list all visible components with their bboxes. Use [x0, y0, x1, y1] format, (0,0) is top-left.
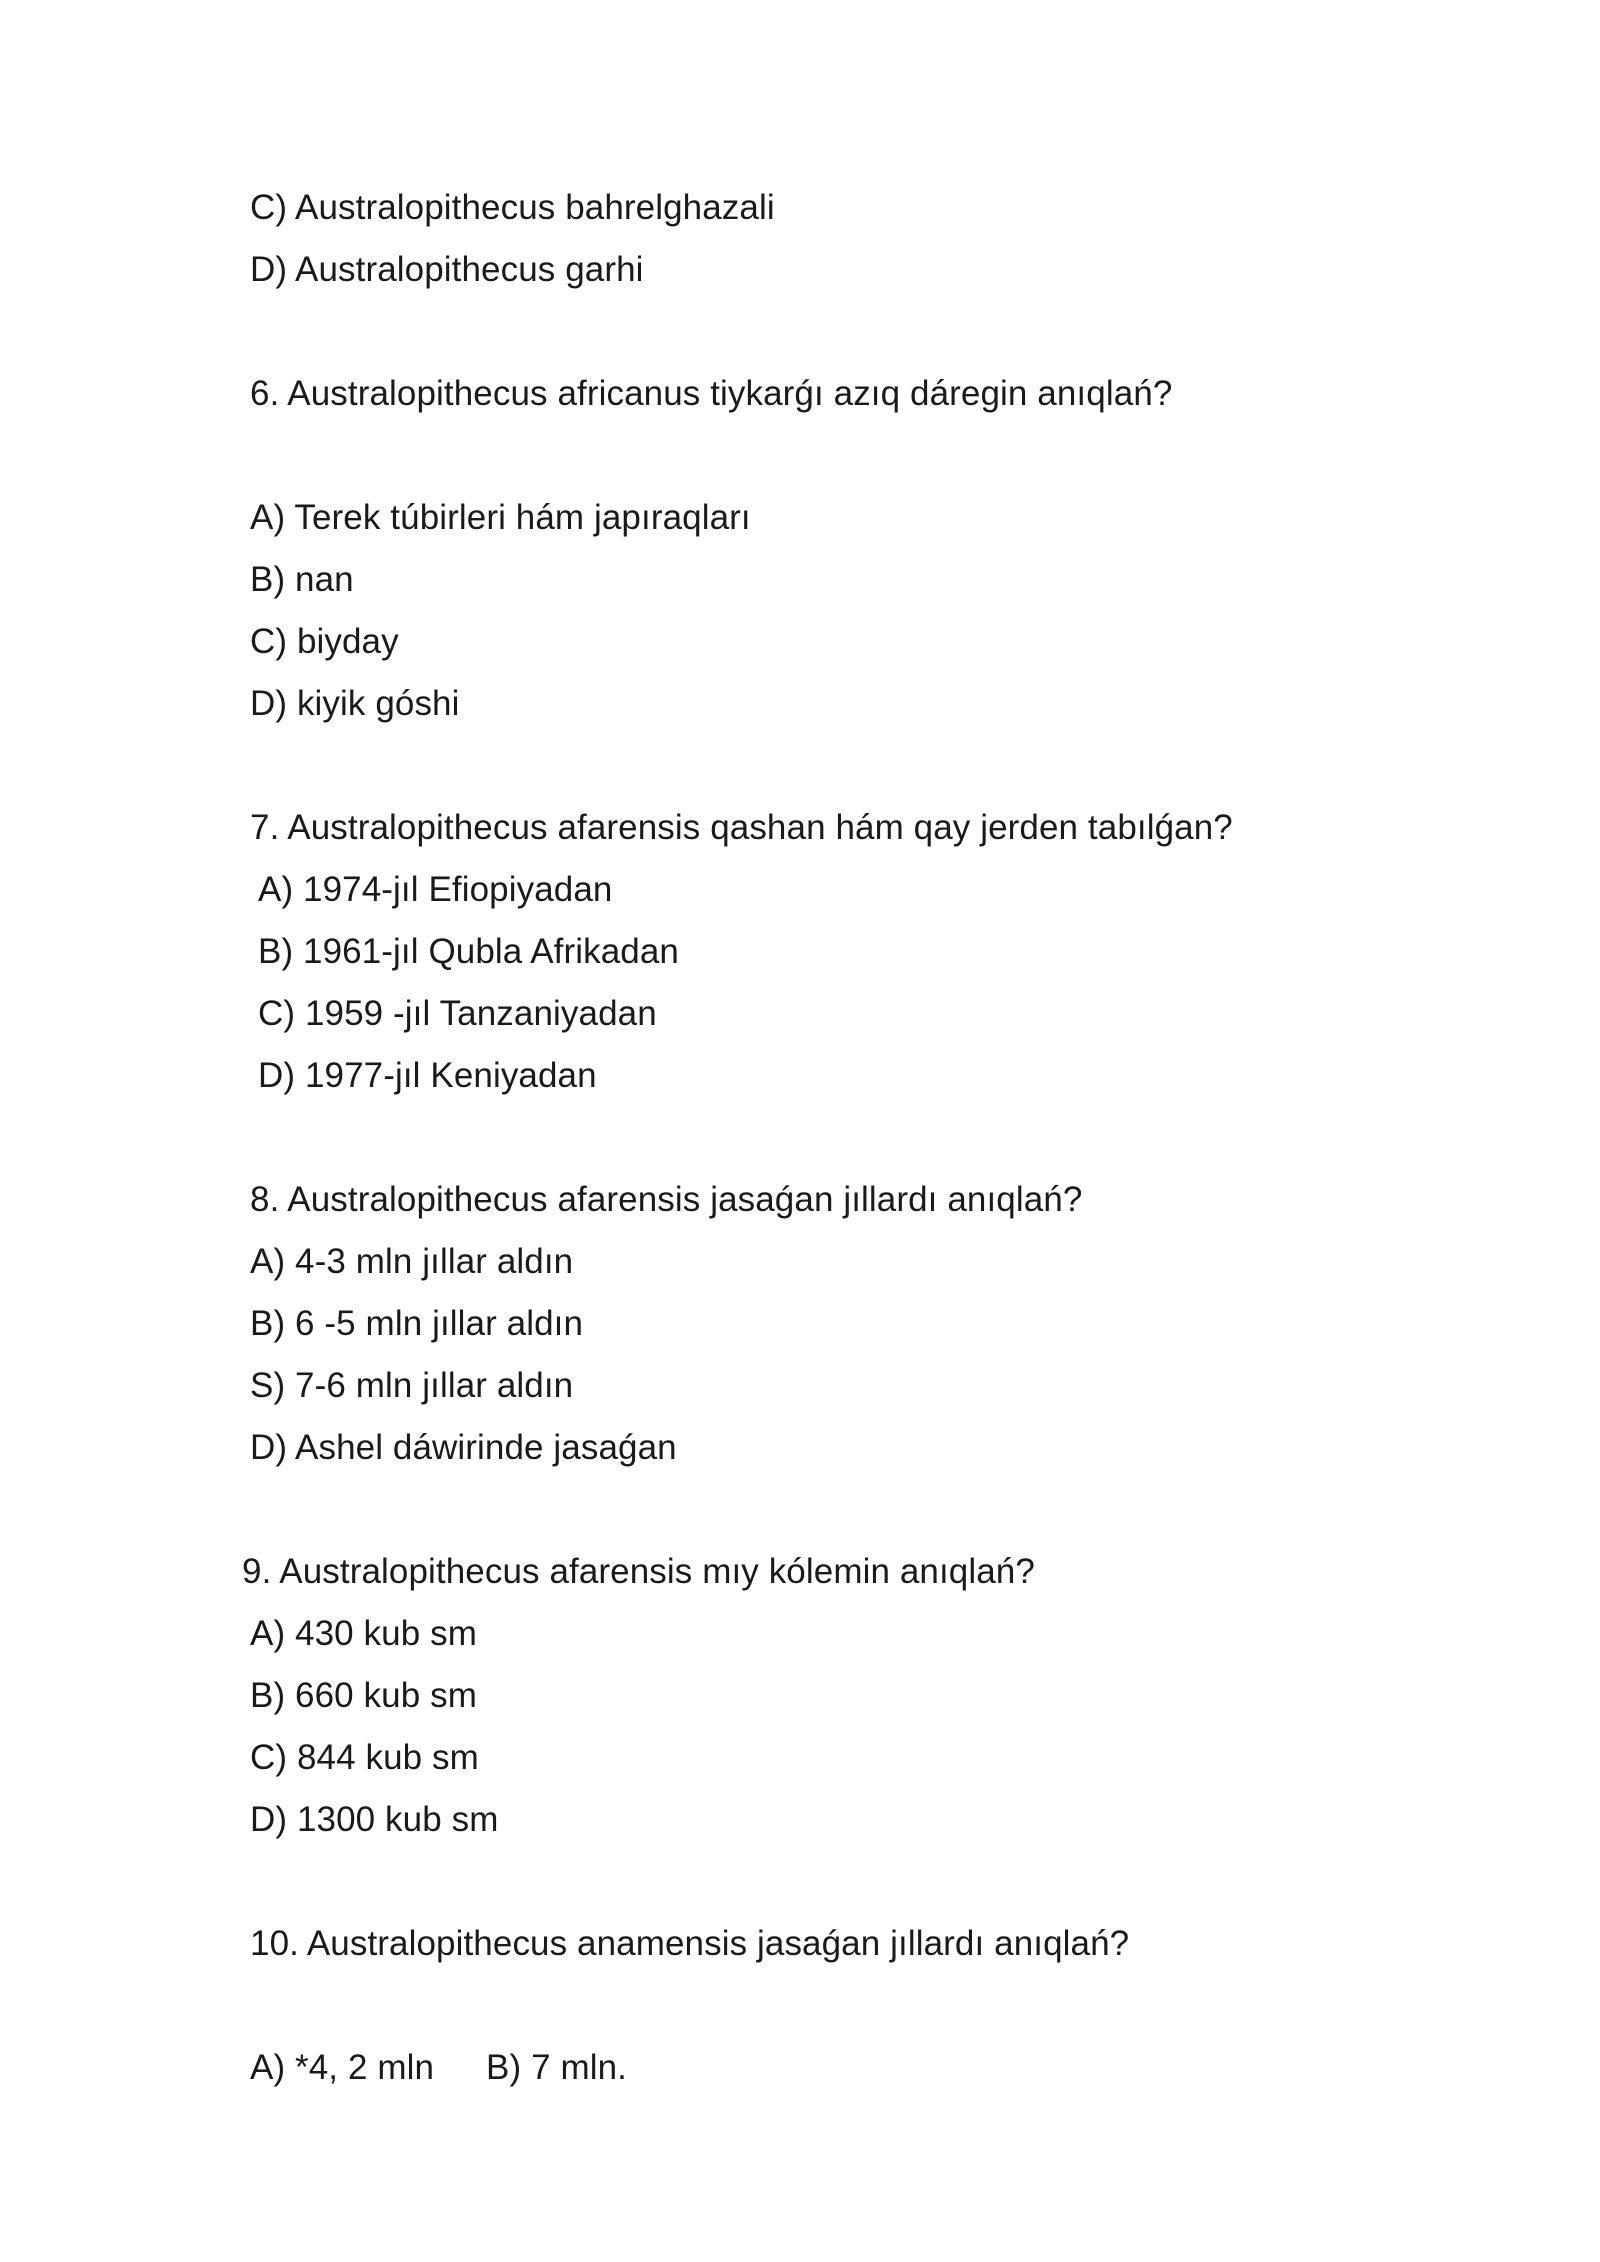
q6-option-c: C) biyday [250, 622, 399, 661]
q8-option-a: A) 4-3 mln jıllar aldın [250, 1242, 574, 1281]
question-8: 8. Australopithecus afarensis jasaǵan jıllardı anıqlań? [250, 1180, 1083, 1219]
q7-option-b: B) 1961-jıl Qubla Afrikadan [258, 932, 679, 971]
q9-option-a: A) 430 kub sm [250, 1614, 477, 1653]
q6-option-a: A) Terek túbirleri hám japıraqları [250, 498, 751, 537]
q10-option-a: A) *4, 2 mln [250, 2048, 435, 2087]
q9-option-c: C) 844 kub sm [250, 1738, 479, 1777]
q9-option-d: D) 1300 kub sm [250, 1800, 499, 1839]
q7-option-a: A) 1974-jıl Efiopiyadan [258, 870, 613, 909]
q10-option-b: B) 7 mln. [486, 2048, 627, 2087]
question-10: 10. Australopithecus anamensis jasaǵan jıllardı anıqlań? [250, 1924, 1130, 1963]
option-d-prev: D) Australopithecus garhi [250, 250, 644, 289]
q10-options-row [250, 2046, 627, 2090]
q8-option-b: B) 6 -5 mln jıllar aldın [250, 1304, 584, 1343]
question-7: 7. Australopithecus afarensis qashan hám qay jerden tabılǵan? [250, 808, 1233, 847]
option-c-prev: C) Australopithecus bahrelghazali [250, 188, 775, 227]
q7-option-d: D) 1977-jıl Keniyadan [258, 1056, 597, 1095]
q7-option-c: C) 1959 -jıl Tanzaniyadan [258, 994, 657, 1033]
question-9: 9. Australopithecus afarensis mıy kólemin anıqlań? [242, 1552, 1035, 1591]
q8-option-s: S) 7-6 mln jıllar aldın [250, 1366, 574, 1405]
q6-option-b: B) nan [250, 560, 354, 599]
q9-option-b: B) 660 kub sm [250, 1676, 477, 1715]
q6-option-d: D) kiyik góshi [250, 684, 460, 723]
question-6: 6. Australopithecus africanus tiykarǵı azıq dáregin anıqlań? [250, 374, 1173, 413]
q8-option-d: D) Ashel dáwirinde jasaǵan [250, 1428, 677, 1467]
